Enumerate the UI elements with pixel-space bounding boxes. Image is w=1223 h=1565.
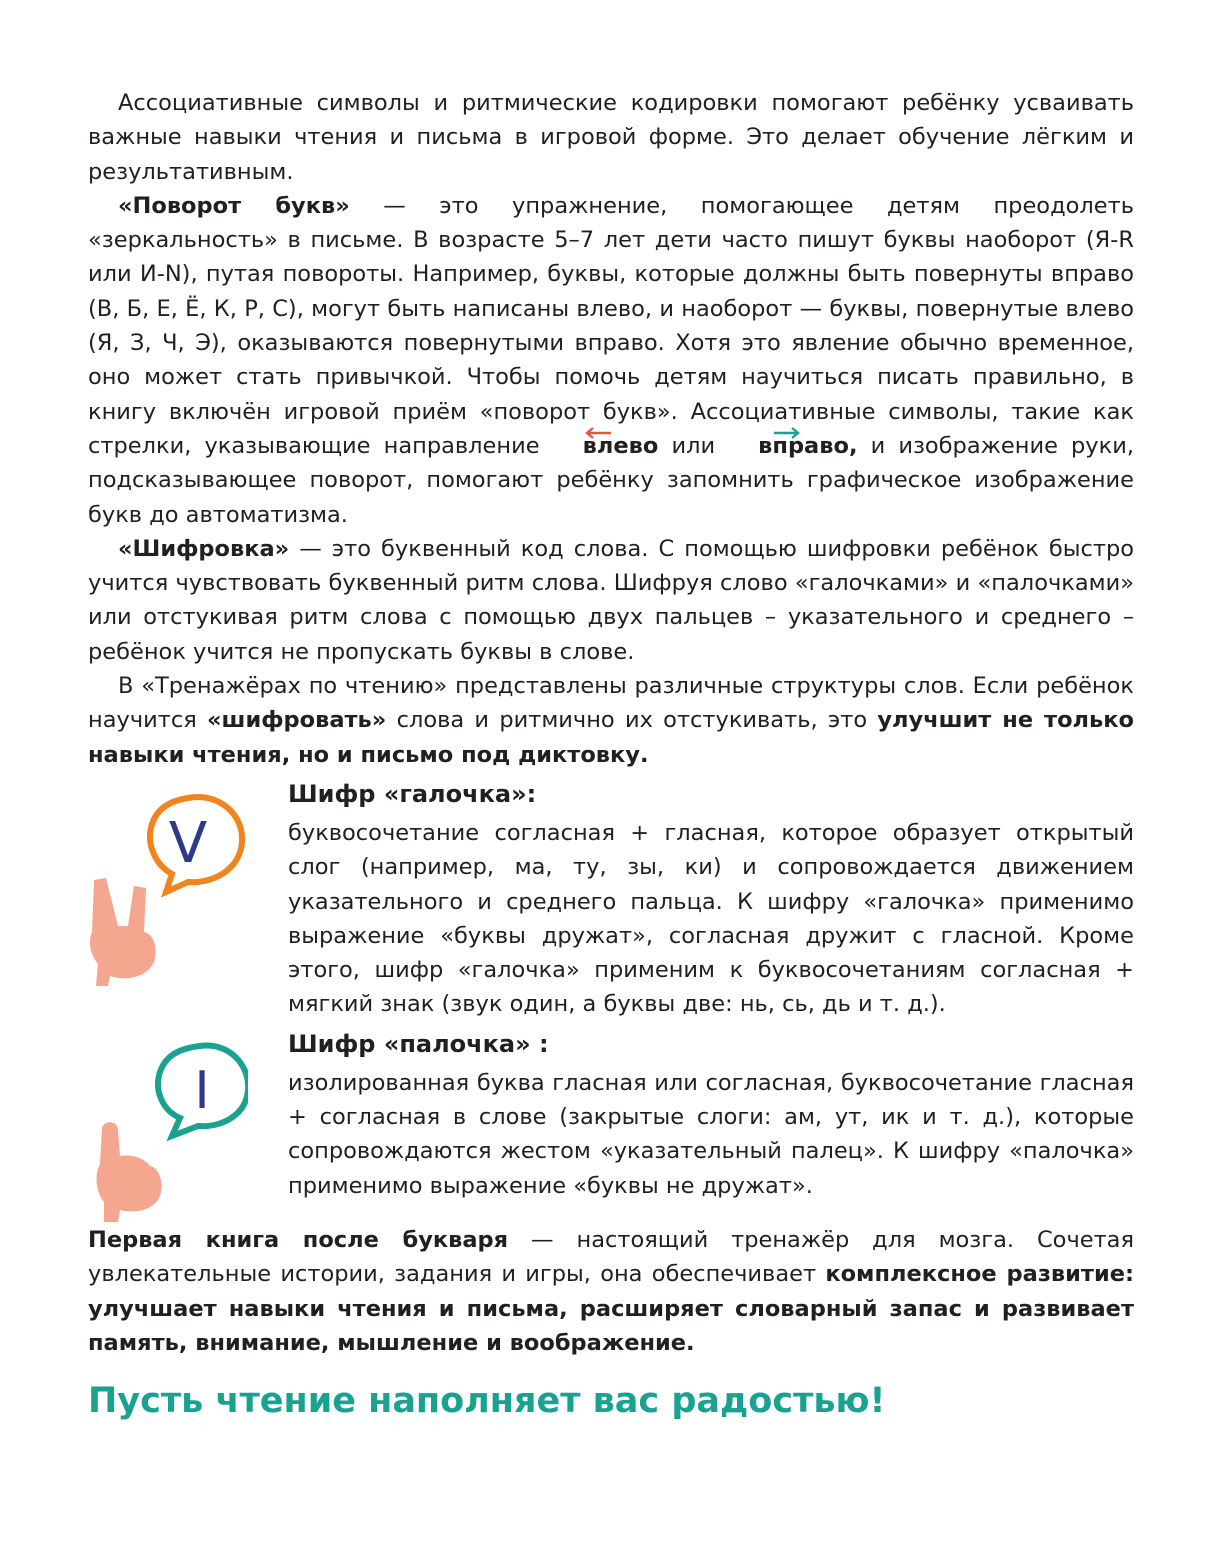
stick-hand-illustration [88,1036,248,1226]
intro-paragraph: Ассоциативные символы и ритмические кодировки помогают ребёнку усваивать важные навыки чтения и письма в игровой форме. Это делает обучение лёгким и результативным. [88,90,1134,185]
tick-symbol: V [168,810,208,876]
right-arrow-icon [728,427,808,439]
tick-text: буквосочетание согласная + гласная, которое образует открытый слог (например, ма, ту, зы, ки) и сопровождается движением указательного и среднего пальца. К шифру «галочка» применимо выражение «буквы дружат», согласная дружит с гласной. Кроме этого, шифр «галочка» применим к буквосочетаниям согласная + мягкий знак (звук один, а буквы две: нь, сь, дь и т. д.). [288,819,1134,1018]
document-body [88,86,1134,1426]
cipher-intro-paragraph: «Шифровка» — это буквенный код слова. С помощью шифровки ребёнок быстро учится чувствовать буквенный ритм слова. Шифруя слово «галочками» и «палочками» или отстукивая ритм слова с помощью двух пальцев – указательного и среднего – ребёнок учится не пропускать буквы в слове. [88,535,1134,665]
left-word: влево [553,429,659,463]
index-finger-hand-icon [97,1122,162,1222]
stick-cipher-section [88,1022,1134,1203]
summary-paragraph: Первая книга после букваря — настоящий тренажёр для мозга. Сочетая увлекательные истории, задания и игры, она обеспечивает комплексное развитие: улучшает навыки чтения и письма, расширяет словарный запас и развивает память, внимание, мышление и воображение. [88,1226,1135,1356]
tick-cipher-section [88,772,1134,1022]
right-word: вправо, [728,429,857,463]
tick-hand-illustration [88,786,248,986]
stick-text: изолированная буква гласная или согласная, буквосочетание гласная + согласная в слове (закрытые слоги: ам, ут, ик и т. д.), которые сопровождаются жестом «указательный палец». К шифру «палочка» применимо выражение «буквы не дружат». [288,1069,1134,1199]
two-fingers-hand-icon [90,878,156,986]
tick-title: Шифр «галочка»: [288,779,537,808]
rotation-paragraph: «Поворот букв» — это упражнение, помогающее детям преодолеть «зеркальность» в письме. В возрасте 5–7 лет дети часто пишут буквы наоборот (Я-R или И-N), путая повороты. Например, буквы, которые должны быть повернуты вправо (В, Б, Е, Ё, К, Р, С), могут быть написаны влево, и наоборот — буквы, повернутые влево (Я, З, Ч, Э), оказываются повернутыми вправо. Хотя это явление обычно временное, оно может стать привычкой. Чтобы помочь детям научиться писать правильно, в книгу включён игровой приём «поворот букв». Ассоциативные символы, такие как стрелки, указывающие направление влево или вправо, и изображение руки, подсказывающее поворот, помогают ребёнку запомнить графическое изображение букв до автоматизма. [88,192,1134,528]
stick-symbol: I [194,1060,210,1121]
stick-title: Шифр «палочка» : [288,1029,549,1058]
left-arrow-icon [553,427,623,439]
rotation-term: «Поворот букв» [118,192,350,219]
closing-headline: Пусть чтение наполняет вас радостью! [88,1381,886,1422]
trainers-paragraph: В «Тренажёрах по чтению» представлены различные структуры слов. Если ребёнок научится «шифровать» слова и ритмично их отстукивать, это улучшит не только навыки чтения, но и письмо под диктовку. [88,673,1134,768]
